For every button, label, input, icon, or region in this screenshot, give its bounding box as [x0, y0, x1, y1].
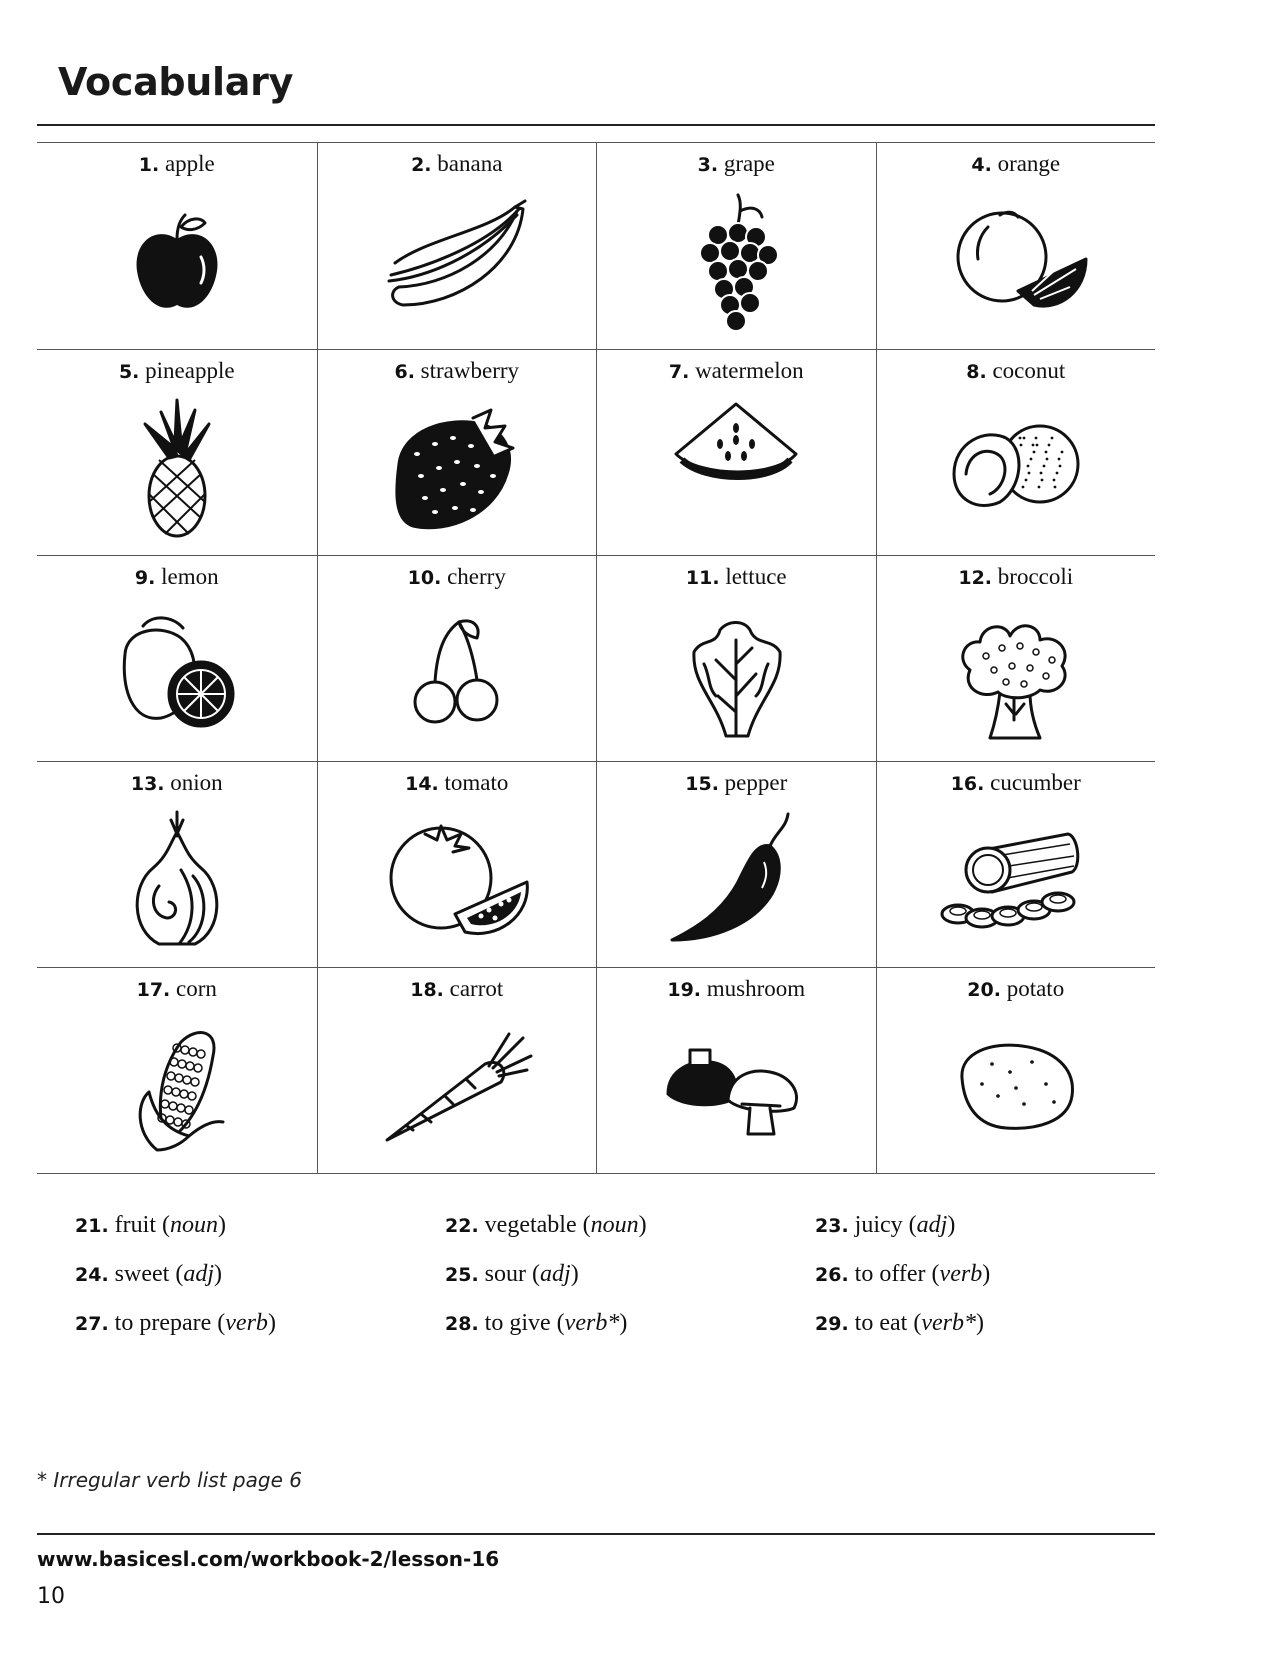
vocab-label: 7. watermelon: [668, 358, 804, 383]
pepper-icon: [656, 806, 816, 956]
cucumber-icon-svg: [936, 806, 1096, 956]
banana-icon: [377, 187, 537, 337]
vocab-cell: [317, 555, 597, 761]
vocab-label: 20. potato: [967, 976, 1065, 1001]
vocab-cell: [317, 143, 597, 349]
vocab-label: 5. pineapple: [118, 358, 235, 383]
vocab-cell: [37, 349, 317, 555]
tomato-icon-svg: [377, 806, 537, 956]
vocab-word: mushroom: [706, 976, 806, 1001]
strawberry-icon: [377, 394, 537, 544]
banana-icon-svg: [377, 187, 537, 337]
vocab-cell: [596, 143, 876, 349]
vocab-word: apple: [164, 151, 215, 176]
cherry-icon: [377, 600, 537, 750]
corn-icon: [97, 1012, 257, 1162]
vocab-label: 11. lettuce: [685, 564, 787, 589]
vocab-label: 1. apple: [138, 151, 215, 176]
lemon-icon: [97, 600, 257, 750]
vocab-cell: [37, 143, 317, 349]
vocab-label: 2. banana: [411, 151, 503, 176]
broccoli-icon-svg: [936, 600, 1096, 750]
vocab-word: broccoli: [997, 564, 1074, 589]
cherry-icon-svg: [377, 600, 537, 750]
vocab-label: 6. strawberry: [394, 358, 520, 383]
carrot-icon-svg: [377, 1012, 537, 1162]
vocab-word: carrot: [449, 976, 504, 1001]
vocab-label: 17. corn: [136, 976, 217, 1001]
vocab-cell: [596, 349, 876, 555]
page-number: 10: [37, 1584, 65, 1609]
potato-icon: [936, 1012, 1096, 1162]
potato-icon-svg: [936, 1012, 1096, 1162]
extra-item: 25. sour (adj): [445, 1261, 579, 1287]
vocab-word: cucumber: [990, 770, 1081, 795]
footnote: * Irregular verb list page 6: [37, 1468, 302, 1492]
watermelon-icon: [656, 394, 816, 544]
vocab-label: 3. grape: [697, 151, 775, 176]
watermelon-icon-svg: [656, 394, 816, 544]
vocab-label: 12. broccoli: [958, 564, 1074, 589]
grape-icon-svg: [656, 187, 816, 337]
vocab-word: potato: [1006, 976, 1065, 1001]
extra-item: 26. to offer (verb): [815, 1261, 991, 1287]
vocab-cell: [37, 555, 317, 761]
vocab-word: lemon: [161, 564, 219, 589]
apple-icon-svg: [97, 187, 257, 337]
vocab-cell: [876, 349, 1156, 555]
page-title: Vocabulary: [58, 60, 294, 104]
vocab-word: cherry: [447, 564, 506, 589]
lettuce-icon-svg: [656, 600, 816, 750]
vocab-word: lettuce: [725, 564, 787, 589]
vocab-cell: [876, 143, 1156, 349]
vocab-label: 10. cherry: [407, 564, 506, 589]
vocab-cell: [317, 349, 597, 555]
extra-item: 22. vegetable (noun): [445, 1212, 647, 1238]
vocab-label: 4. orange: [971, 151, 1061, 176]
grape-icon: [656, 187, 816, 337]
carrot-icon: [377, 1012, 537, 1162]
vocab-word: coconut: [992, 358, 1066, 383]
vocab-word: pepper: [724, 770, 788, 795]
onion-icon-svg: [97, 806, 257, 956]
vocab-cell: [876, 967, 1156, 1173]
vocab-cell: [596, 761, 876, 967]
extra-item: 28. to give (verb*): [445, 1310, 628, 1336]
footer-url[interactable]: www.basicesl.com/workbook-2/lesson-16: [37, 1547, 500, 1571]
vocab-word: pineapple: [145, 358, 235, 383]
extra-item: 27. to prepare (verb): [75, 1310, 276, 1336]
pineapple-icon: [97, 394, 257, 544]
vocab-label: 13. onion: [130, 770, 223, 795]
vocab-cell: [37, 761, 317, 967]
vocab-word: banana: [437, 151, 503, 176]
onion-icon: [97, 806, 257, 956]
vocab-cell: [317, 761, 597, 967]
mushroom-icon: [656, 1012, 816, 1162]
corn-icon-svg: [97, 1012, 257, 1162]
vocab-label: 16. cucumber: [950, 770, 1081, 795]
vocab-word: watermelon: [695, 358, 804, 383]
vocab-cell: [596, 967, 876, 1173]
vocab-label: 8. coconut: [966, 358, 1066, 383]
extra-item: 21. fruit (noun): [75, 1212, 226, 1238]
vocab-label: 9. lemon: [134, 564, 219, 589]
vocab-label: 19. mushroom: [667, 976, 806, 1001]
extra-item: 29. to eat (verb*): [815, 1310, 984, 1336]
lemon-icon-svg: [97, 600, 257, 750]
vocab-word: corn: [176, 976, 217, 1001]
vocab-label: 14. tomato: [405, 770, 509, 795]
vocab-label: 18. carrot: [410, 976, 504, 1001]
vocab-word: tomato: [444, 770, 509, 795]
extra-item: 23. juicy (adj): [815, 1212, 956, 1238]
vocabulary-grid: [37, 142, 1155, 1174]
apple-icon: [97, 187, 257, 337]
mushroom-icon-svg: [656, 1012, 816, 1162]
pepper-icon-svg: [656, 806, 816, 956]
orange-icon: [936, 187, 1096, 337]
pineapple-icon-svg: [97, 394, 257, 544]
vocab-label: 15. pepper: [685, 770, 788, 795]
vocab-word: grape: [723, 151, 775, 176]
strawberry-icon-svg: [377, 394, 537, 544]
vocab-word: orange: [997, 151, 1061, 176]
vocab-cell: [876, 761, 1156, 967]
vocab-cell: [876, 555, 1156, 761]
broccoli-icon: [936, 600, 1096, 750]
lettuce-icon: [656, 600, 816, 750]
vocab-word: strawberry: [420, 358, 520, 383]
vocab-cell: [37, 967, 317, 1173]
vocab-cell: [317, 967, 597, 1173]
tomato-icon: [377, 806, 537, 956]
extra-item: 24. sweet (adj): [75, 1261, 222, 1287]
vocab-word: onion: [170, 770, 223, 795]
cucumber-icon: [936, 806, 1096, 956]
vocab-cell: [596, 555, 876, 761]
header-divider: [37, 124, 1155, 126]
orange-icon-svg: [936, 187, 1096, 337]
coconut-icon: [936, 394, 1096, 544]
footer-divider: [37, 1533, 1155, 1535]
coconut-icon-svg: [936, 394, 1096, 544]
